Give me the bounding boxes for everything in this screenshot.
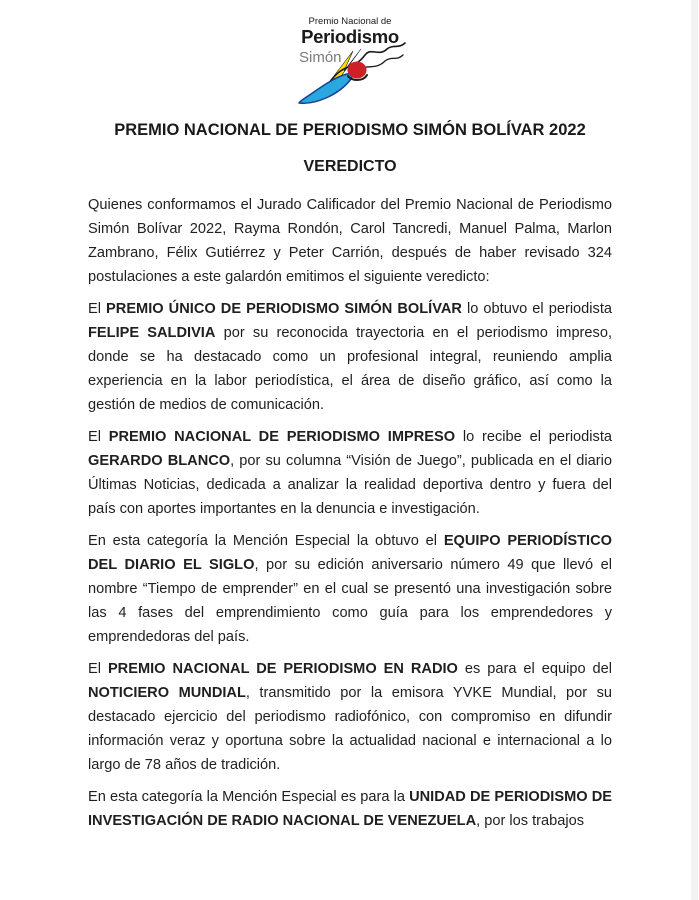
logo-line1: Premio Nacional de bbox=[308, 16, 392, 27]
text-run: En esta categoría la Mención Especial es para la bbox=[88, 789, 410, 805]
text-run: El bbox=[88, 661, 108, 677]
text-run: Quienes conformamos el Jurado Calificador del Premio Nacional de Periodismo Simón Bolívar 2022, Rayma Rondón, Carol Tancredi, Manuel Palma, Marlon Zambrano, Félix Gutiérrez y Peter Carrión, después de haber revisado 324 postulaciones a este galardón emitimos el siguiente veredicto: bbox=[88, 197, 612, 285]
text-run: es para el equipo del bbox=[457, 661, 612, 677]
paragraph bbox=[88, 529, 612, 649]
text-run: El bbox=[88, 301, 107, 317]
paragraph bbox=[88, 785, 612, 833]
award-name: EQUIPO PERIODÍSTICO DEL DIARIO EL SIGLO bbox=[88, 533, 612, 573]
document-subtitle: VEREDICTO bbox=[303, 158, 397, 175]
award-name: NOTICIERO MUNDIAL bbox=[88, 685, 246, 701]
premio-nacional-logo-icon bbox=[287, 13, 413, 107]
logo-line2: Periodismo bbox=[301, 26, 399, 47]
flag-swoosh-icon bbox=[299, 62, 367, 104]
text-run: lo obtuvo el periodista bbox=[461, 301, 613, 317]
document-content bbox=[88, 0, 612, 841]
text-run: El bbox=[88, 429, 109, 445]
text-run: , por su edición aniversario número 49 que llevó el nombre “Tiempo de emprender” en el cual se presentó una investigación sobre las 4 fases del emprendimiento como guía para los emprendedores y emprendedoras del país. bbox=[88, 557, 612, 645]
text-run: lo recibe el periodista bbox=[455, 429, 612, 445]
text-run: , por los trabajos bbox=[476, 813, 585, 829]
text-run: , transmitido por la emisora YVKE Mundial, por su destacado ejercicio del periodismo radiofónico, con compromiso en difundir información veraz y oportuna sobre la actualidad nacional e internacional a lo largo de 78 años de tradición. bbox=[88, 685, 613, 773]
text-run: En esta categoría la Mención Especial la obtuvo el bbox=[88, 533, 444, 549]
paragraph bbox=[88, 193, 612, 289]
scrollbar-track[interactable] bbox=[691, 0, 698, 900]
paragraph bbox=[88, 657, 612, 777]
paragraph bbox=[88, 297, 612, 417]
document-body bbox=[88, 193, 612, 833]
award-name: GERARDO BLANCO bbox=[88, 453, 231, 469]
award-name: FELIPE SALDIVIA bbox=[88, 325, 216, 341]
document-title: PREMIO NACIONAL DE PERIODISMO SIMÓN BOLÍVAR 2022 bbox=[114, 121, 586, 139]
logo bbox=[287, 13, 413, 112]
paragraph bbox=[88, 425, 612, 521]
text-run: , por su columna “Visión de Juego”, publicada en el diario Últimas Noticias, dedicada a analizar la realidad deportiva dentro y fuera del país con aportes importantes en la denuncia e investigación. bbox=[88, 453, 612, 517]
award-name: UNIDAD DE PERIODISMO DE INVESTIGACIÓN DE RADIO NACIONAL DE VENEZUELA bbox=[88, 789, 612, 829]
award-name: PREMIO NACIONAL DE PERIODISMO IMPRESO bbox=[108, 429, 456, 445]
text-run: por su reconocida trayectoria en el periodismo impreso, donde se ha destacado como un profesional integral, reuniendo amplia experiencia en la labor periodística, el área de diseño gráfico, así como la gestión de medios de comunicación. bbox=[88, 325, 612, 413]
award-name: PREMIO ÚNICO DE PERIODISMO SIMÓN BOLÍVAR bbox=[106, 301, 462, 317]
award-name: PREMIO NACIONAL DE PERIODISMO EN RADIO bbox=[107, 661, 458, 677]
logo-line3: Simón bbox=[299, 49, 342, 66]
